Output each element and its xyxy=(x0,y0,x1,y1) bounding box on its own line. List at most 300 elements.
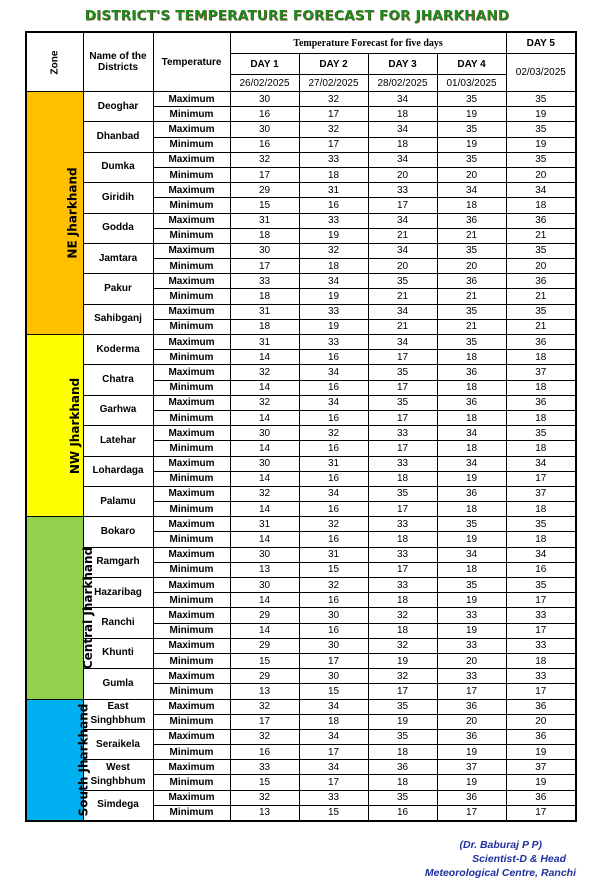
min-temp-cell: 17 xyxy=(506,471,576,486)
max-temp-cell: 37 xyxy=(437,760,506,775)
signatory-office: Meteorological Centre, Ranchi xyxy=(424,867,576,879)
zone-header-label: Zone xyxy=(49,50,61,74)
max-temp-cell: 33 xyxy=(437,608,506,623)
min-temp-cell: 16 xyxy=(299,623,368,638)
maximum-label: Maximum xyxy=(153,729,230,744)
table-row xyxy=(26,395,576,410)
min-temp-cell: 20 xyxy=(437,259,506,274)
district-name: Koderma xyxy=(83,335,153,365)
min-temp-cell: 18 xyxy=(368,137,437,152)
max-temp-cell: 36 xyxy=(437,365,506,380)
zone-label: NW Jharkhand xyxy=(68,377,83,474)
min-temp-cell: 18 xyxy=(437,441,506,456)
minimum-label: Minimum xyxy=(153,167,230,182)
minimum-label: Minimum xyxy=(153,805,230,820)
max-temp-cell: 30 xyxy=(230,426,299,441)
min-temp-cell: 19 xyxy=(437,775,506,790)
district-name: Chatra xyxy=(83,365,153,395)
max-temp-cell: 36 xyxy=(437,486,506,501)
min-temp-cell: 17 xyxy=(437,805,506,820)
min-temp-cell: 16 xyxy=(230,745,299,760)
min-temp-cell: 15 xyxy=(299,684,368,699)
min-temp-cell: 21 xyxy=(437,228,506,243)
signature-block xyxy=(425,838,576,880)
minimum-label: Minimum xyxy=(153,198,230,213)
min-temp-cell: 17 xyxy=(230,167,299,182)
minimum-label: Minimum xyxy=(153,653,230,668)
date-header: 27/02/2025 xyxy=(299,75,368,92)
table-row xyxy=(26,243,576,258)
max-temp-cell: 35 xyxy=(368,486,437,501)
district-name: Dhanbad xyxy=(83,122,153,152)
max-temp-cell: 35 xyxy=(437,152,506,167)
min-temp-cell: 15 xyxy=(230,775,299,790)
min-temp-cell: 21 xyxy=(506,289,576,304)
max-temp-cell: 32 xyxy=(230,790,299,805)
max-temp-cell: 29 xyxy=(230,638,299,653)
max-temp-cell: 37 xyxy=(506,760,576,775)
max-temp-cell: 34 xyxy=(368,335,437,350)
max-temp-cell: 34 xyxy=(506,456,576,471)
min-temp-cell: 17 xyxy=(368,562,437,577)
max-temp-cell: 29 xyxy=(230,183,299,198)
min-temp-cell: 19 xyxy=(437,593,506,608)
maximum-label: Maximum xyxy=(153,790,230,805)
min-temp-cell: 13 xyxy=(230,562,299,577)
district-name: Ramgarh xyxy=(83,547,153,577)
max-temp-cell: 32 xyxy=(368,608,437,623)
max-temp-cell: 30 xyxy=(299,669,368,684)
min-temp-cell: 20 xyxy=(506,259,576,274)
min-temp-cell: 18 xyxy=(506,380,576,395)
min-temp-cell: 14 xyxy=(230,471,299,486)
minimum-label: Minimum xyxy=(153,745,230,760)
maximum-label: Maximum xyxy=(153,395,230,410)
min-temp-cell: 21 xyxy=(506,228,576,243)
max-temp-cell: 35 xyxy=(437,92,506,107)
max-temp-cell: 33 xyxy=(506,608,576,623)
min-temp-cell: 14 xyxy=(230,502,299,517)
max-temp-cell: 29 xyxy=(230,608,299,623)
day-header: DAY 1 xyxy=(230,54,299,75)
forecast-header: Temperature Forecast for five days xyxy=(230,32,506,54)
maximum-label: Maximum xyxy=(153,699,230,714)
min-temp-cell: 20 xyxy=(506,714,576,729)
min-temp-cell: 15 xyxy=(230,198,299,213)
min-temp-cell: 16 xyxy=(299,441,368,456)
date-header: 01/03/2025 xyxy=(437,75,506,92)
max-temp-cell: 36 xyxy=(437,729,506,744)
min-temp-cell: 18 xyxy=(368,745,437,760)
district-name: Seraikela xyxy=(83,729,153,759)
min-temp-cell: 14 xyxy=(230,410,299,425)
min-temp-cell: 14 xyxy=(230,350,299,365)
max-temp-cell: 30 xyxy=(230,243,299,258)
max-temp-cell: 35 xyxy=(437,122,506,137)
min-temp-cell: 19 xyxy=(437,623,506,638)
min-temp-cell: 18 xyxy=(506,502,576,517)
min-temp-cell: 17 xyxy=(299,137,368,152)
min-temp-cell: 21 xyxy=(437,319,506,334)
zone-cell xyxy=(26,92,83,335)
table-row xyxy=(26,638,576,653)
min-temp-cell: 21 xyxy=(368,228,437,243)
minimum-label: Minimum xyxy=(153,441,230,456)
day-header: DAY 2 xyxy=(299,54,368,75)
max-temp-cell: 31 xyxy=(230,213,299,228)
max-temp-cell: 35 xyxy=(437,578,506,593)
min-temp-cell: 17 xyxy=(299,775,368,790)
max-temp-cell: 33 xyxy=(368,456,437,471)
maximum-label: Maximum xyxy=(153,426,230,441)
max-temp-cell: 33 xyxy=(299,152,368,167)
max-temp-cell: 35 xyxy=(368,699,437,714)
forecast-table xyxy=(25,31,577,822)
min-temp-cell: 18 xyxy=(299,167,368,182)
table-row xyxy=(26,456,576,471)
min-temp-cell: 16 xyxy=(230,107,299,122)
min-temp-cell: 17 xyxy=(230,714,299,729)
min-temp-cell: 18 xyxy=(230,319,299,334)
min-temp-cell: 17 xyxy=(368,684,437,699)
table-row xyxy=(26,517,576,532)
maximum-label: Maximum xyxy=(153,335,230,350)
min-temp-cell: 17 xyxy=(437,684,506,699)
table-row xyxy=(26,790,576,805)
min-temp-cell: 18 xyxy=(506,532,576,547)
max-temp-cell: 35 xyxy=(437,335,506,350)
max-temp-cell: 35 xyxy=(506,517,576,532)
district-name: Simdega xyxy=(83,790,153,820)
min-temp-cell: 17 xyxy=(368,198,437,213)
max-temp-cell: 34 xyxy=(299,395,368,410)
max-temp-cell: 32 xyxy=(368,638,437,653)
max-temp-cell: 31 xyxy=(230,335,299,350)
min-temp-cell: 20 xyxy=(437,167,506,182)
min-temp-cell: 16 xyxy=(368,805,437,820)
min-temp-cell: 18 xyxy=(437,562,506,577)
district-name: Pakur xyxy=(83,274,153,304)
maximum-label: Maximum xyxy=(153,365,230,380)
min-temp-cell: 18 xyxy=(437,198,506,213)
table-row xyxy=(26,304,576,319)
max-temp-cell: 37 xyxy=(506,365,576,380)
max-temp-cell: 35 xyxy=(368,365,437,380)
max-temp-cell: 31 xyxy=(299,547,368,562)
maximum-label: Maximum xyxy=(153,486,230,501)
max-temp-cell: 32 xyxy=(299,243,368,258)
max-temp-cell: 30 xyxy=(230,547,299,562)
table-row xyxy=(26,486,576,501)
max-temp-cell: 33 xyxy=(299,213,368,228)
max-temp-cell: 34 xyxy=(368,213,437,228)
max-temp-cell: 29 xyxy=(230,669,299,684)
min-temp-cell: 20 xyxy=(368,259,437,274)
district-name: Jamtara xyxy=(83,243,153,273)
max-temp-cell: 36 xyxy=(506,729,576,744)
min-temp-cell: 18 xyxy=(437,502,506,517)
max-temp-cell: 32 xyxy=(299,426,368,441)
maximum-label: Maximum xyxy=(153,152,230,167)
min-temp-cell: 16 xyxy=(299,471,368,486)
max-temp-cell: 33 xyxy=(230,274,299,289)
max-temp-cell: 36 xyxy=(368,760,437,775)
max-temp-cell: 33 xyxy=(368,183,437,198)
min-temp-cell: 18 xyxy=(437,350,506,365)
district-name: Hazaribag xyxy=(83,578,153,608)
min-temp-cell: 14 xyxy=(230,441,299,456)
min-temp-cell: 16 xyxy=(299,502,368,517)
min-temp-cell: 17 xyxy=(230,259,299,274)
table-row xyxy=(26,760,576,775)
minimum-label: Minimum xyxy=(153,502,230,517)
table-row xyxy=(26,365,576,380)
max-temp-cell: 31 xyxy=(230,304,299,319)
min-temp-cell: 20 xyxy=(506,167,576,182)
district-name: Ranchi xyxy=(83,608,153,638)
max-temp-cell: 32 xyxy=(230,365,299,380)
min-temp-cell: 17 xyxy=(368,410,437,425)
district-name: Palamu xyxy=(83,486,153,516)
min-temp-cell: 14 xyxy=(230,623,299,638)
maximum-label: Maximum xyxy=(153,669,230,684)
table-row xyxy=(26,122,576,137)
minimum-label: Minimum xyxy=(153,532,230,547)
table-row xyxy=(26,213,576,228)
min-temp-cell: 18 xyxy=(506,350,576,365)
max-temp-cell: 36 xyxy=(437,699,506,714)
max-temp-cell: 34 xyxy=(506,183,576,198)
min-temp-cell: 19 xyxy=(299,319,368,334)
minimum-label: Minimum xyxy=(153,471,230,486)
max-temp-cell: 35 xyxy=(437,304,506,319)
max-temp-cell: 33 xyxy=(506,638,576,653)
date-header: 28/02/2025 xyxy=(368,75,437,92)
page-title: DISTRICT'S TEMPERATURE FORECAST FOR JHARKHAND xyxy=(84,8,510,24)
min-temp-cell: 17 xyxy=(299,745,368,760)
min-temp-cell: 16 xyxy=(230,137,299,152)
minimum-label: Minimum xyxy=(153,289,230,304)
max-temp-cell: 32 xyxy=(230,729,299,744)
max-temp-cell: 30 xyxy=(230,578,299,593)
day-header: DAY 3 xyxy=(368,54,437,75)
min-temp-cell: 19 xyxy=(299,228,368,243)
district-name: Deoghar xyxy=(83,92,153,122)
maximum-label: Maximum xyxy=(153,517,230,532)
min-temp-cell: 19 xyxy=(506,745,576,760)
max-temp-cell: 34 xyxy=(368,92,437,107)
minimum-label: Minimum xyxy=(153,259,230,274)
zone-cell xyxy=(26,335,83,517)
min-temp-cell: 14 xyxy=(230,380,299,395)
zone-header xyxy=(26,32,83,92)
district-name: Dumka xyxy=(83,152,153,182)
max-temp-cell: 36 xyxy=(506,213,576,228)
maximum-label: Maximum xyxy=(153,760,230,775)
max-temp-cell: 30 xyxy=(230,456,299,471)
minimum-label: Minimum xyxy=(153,380,230,395)
min-temp-cell: 17 xyxy=(368,502,437,517)
min-temp-cell: 14 xyxy=(230,532,299,547)
maximum-label: Maximum xyxy=(153,578,230,593)
min-temp-cell: 15 xyxy=(299,562,368,577)
minimum-label: Minimum xyxy=(153,714,230,729)
max-temp-cell: 33 xyxy=(437,669,506,684)
max-temp-cell: 35 xyxy=(368,274,437,289)
maximum-label: Maximum xyxy=(153,456,230,471)
maximum-label: Maximum xyxy=(153,243,230,258)
district-name: Garhwa xyxy=(83,395,153,425)
max-temp-cell: 32 xyxy=(299,92,368,107)
min-temp-cell: 16 xyxy=(299,198,368,213)
min-temp-cell: 19 xyxy=(506,775,576,790)
zone-cell xyxy=(26,517,96,699)
day-header: DAY 4 xyxy=(437,54,506,75)
zone-label: Central Jharkhand xyxy=(81,546,96,670)
district-name: Godda xyxy=(83,213,153,243)
min-temp-cell: 20 xyxy=(437,714,506,729)
max-temp-cell: 33 xyxy=(299,335,368,350)
maximum-label: Maximum xyxy=(153,274,230,289)
max-temp-cell: 35 xyxy=(506,243,576,258)
max-temp-cell: 34 xyxy=(368,304,437,319)
max-temp-cell: 32 xyxy=(230,152,299,167)
max-temp-cell: 33 xyxy=(368,517,437,532)
max-temp-cell: 35 xyxy=(368,790,437,805)
max-temp-cell: 36 xyxy=(506,274,576,289)
max-temp-cell: 35 xyxy=(506,92,576,107)
min-temp-cell: 16 xyxy=(299,410,368,425)
min-temp-cell: 18 xyxy=(299,259,368,274)
minimum-label: Minimum xyxy=(153,350,230,365)
min-temp-cell: 21 xyxy=(437,289,506,304)
signatory-name: (Dr. Baburaj P P) xyxy=(459,839,542,851)
max-temp-cell: 31 xyxy=(230,517,299,532)
max-temp-cell: 36 xyxy=(437,274,506,289)
min-temp-cell: 15 xyxy=(299,805,368,820)
minimum-label: Minimum xyxy=(153,684,230,699)
max-temp-cell: 35 xyxy=(506,152,576,167)
table-row xyxy=(26,335,576,350)
max-temp-cell: 30 xyxy=(299,638,368,653)
table-row xyxy=(26,669,576,684)
min-temp-cell: 19 xyxy=(368,653,437,668)
max-temp-cell: 35 xyxy=(506,578,576,593)
min-temp-cell: 14 xyxy=(230,593,299,608)
minimum-label: Minimum xyxy=(153,107,230,122)
min-temp-cell: 19 xyxy=(506,107,576,122)
date-header: 26/02/2025 xyxy=(230,75,299,92)
min-temp-cell: 18 xyxy=(437,410,506,425)
table-row xyxy=(26,274,576,289)
max-temp-cell: 31 xyxy=(299,456,368,471)
max-temp-cell: 33 xyxy=(368,426,437,441)
max-temp-cell: 34 xyxy=(437,183,506,198)
min-temp-cell: 18 xyxy=(368,623,437,638)
min-temp-cell: 18 xyxy=(368,532,437,547)
minimum-label: Minimum xyxy=(153,137,230,152)
max-temp-cell: 32 xyxy=(230,699,299,714)
district-header: Name of the Districts xyxy=(83,32,153,92)
min-temp-cell: 18 xyxy=(437,380,506,395)
max-temp-cell: 32 xyxy=(230,395,299,410)
district-name: Gumla xyxy=(83,669,153,699)
max-temp-cell: 31 xyxy=(299,183,368,198)
max-temp-cell: 33 xyxy=(299,304,368,319)
district-name: Giridih xyxy=(83,183,153,213)
max-temp-cell: 37 xyxy=(506,486,576,501)
max-temp-cell: 34 xyxy=(506,547,576,562)
table-row xyxy=(26,152,576,167)
district-name: Latehar xyxy=(83,426,153,456)
min-temp-cell: 20 xyxy=(437,653,506,668)
date-header: 02/03/2025 xyxy=(506,54,576,92)
zone-cell xyxy=(26,699,91,821)
min-temp-cell: 13 xyxy=(230,805,299,820)
min-temp-cell: 21 xyxy=(368,289,437,304)
max-temp-cell: 30 xyxy=(230,122,299,137)
district-name: Lohardaga xyxy=(83,456,153,486)
maximum-label: Maximum xyxy=(153,122,230,137)
table-row xyxy=(26,608,576,623)
max-temp-cell: 36 xyxy=(506,335,576,350)
max-temp-cell: 34 xyxy=(437,547,506,562)
minimum-label: Minimum xyxy=(153,775,230,790)
max-temp-cell: 33 xyxy=(368,578,437,593)
min-temp-cell: 19 xyxy=(437,137,506,152)
max-temp-cell: 35 xyxy=(368,729,437,744)
district-name: East Singhbhum xyxy=(83,699,153,729)
max-temp-cell: 32 xyxy=(368,669,437,684)
min-temp-cell: 18 xyxy=(368,593,437,608)
maximum-label: Maximum xyxy=(153,608,230,623)
min-temp-cell: 17 xyxy=(299,653,368,668)
max-temp-cell: 34 xyxy=(368,243,437,258)
min-temp-cell: 18 xyxy=(368,471,437,486)
min-temp-cell: 17 xyxy=(368,441,437,456)
minimum-label: Minimum xyxy=(153,228,230,243)
min-temp-cell: 19 xyxy=(437,471,506,486)
min-temp-cell: 15 xyxy=(230,653,299,668)
max-temp-cell: 32 xyxy=(230,486,299,501)
min-temp-cell: 17 xyxy=(506,623,576,638)
max-temp-cell: 35 xyxy=(437,243,506,258)
minimum-label: Minimum xyxy=(153,593,230,608)
max-temp-cell: 34 xyxy=(299,729,368,744)
day-header: DAY 5 xyxy=(506,32,576,54)
min-temp-cell: 18 xyxy=(299,714,368,729)
temperature-header: Temperature xyxy=(153,32,230,92)
max-temp-cell: 36 xyxy=(437,790,506,805)
table-row xyxy=(26,183,576,198)
zone-label: NE Jharkhand xyxy=(65,167,80,259)
min-temp-cell: 13 xyxy=(230,684,299,699)
table-row xyxy=(26,729,576,744)
signatory-designation: Scientist-D & Head xyxy=(472,853,566,865)
min-temp-cell: 19 xyxy=(299,289,368,304)
district-name: Khunti xyxy=(83,638,153,668)
zone-label: South Jharkhand xyxy=(76,703,91,816)
table-row xyxy=(26,426,576,441)
min-temp-cell: 19 xyxy=(368,714,437,729)
max-temp-cell: 33 xyxy=(506,669,576,684)
max-temp-cell: 30 xyxy=(299,608,368,623)
max-temp-cell: 34 xyxy=(299,760,368,775)
max-temp-cell: 36 xyxy=(506,395,576,410)
max-temp-cell: 33 xyxy=(368,547,437,562)
table-row xyxy=(26,699,576,714)
max-temp-cell: 33 xyxy=(230,760,299,775)
